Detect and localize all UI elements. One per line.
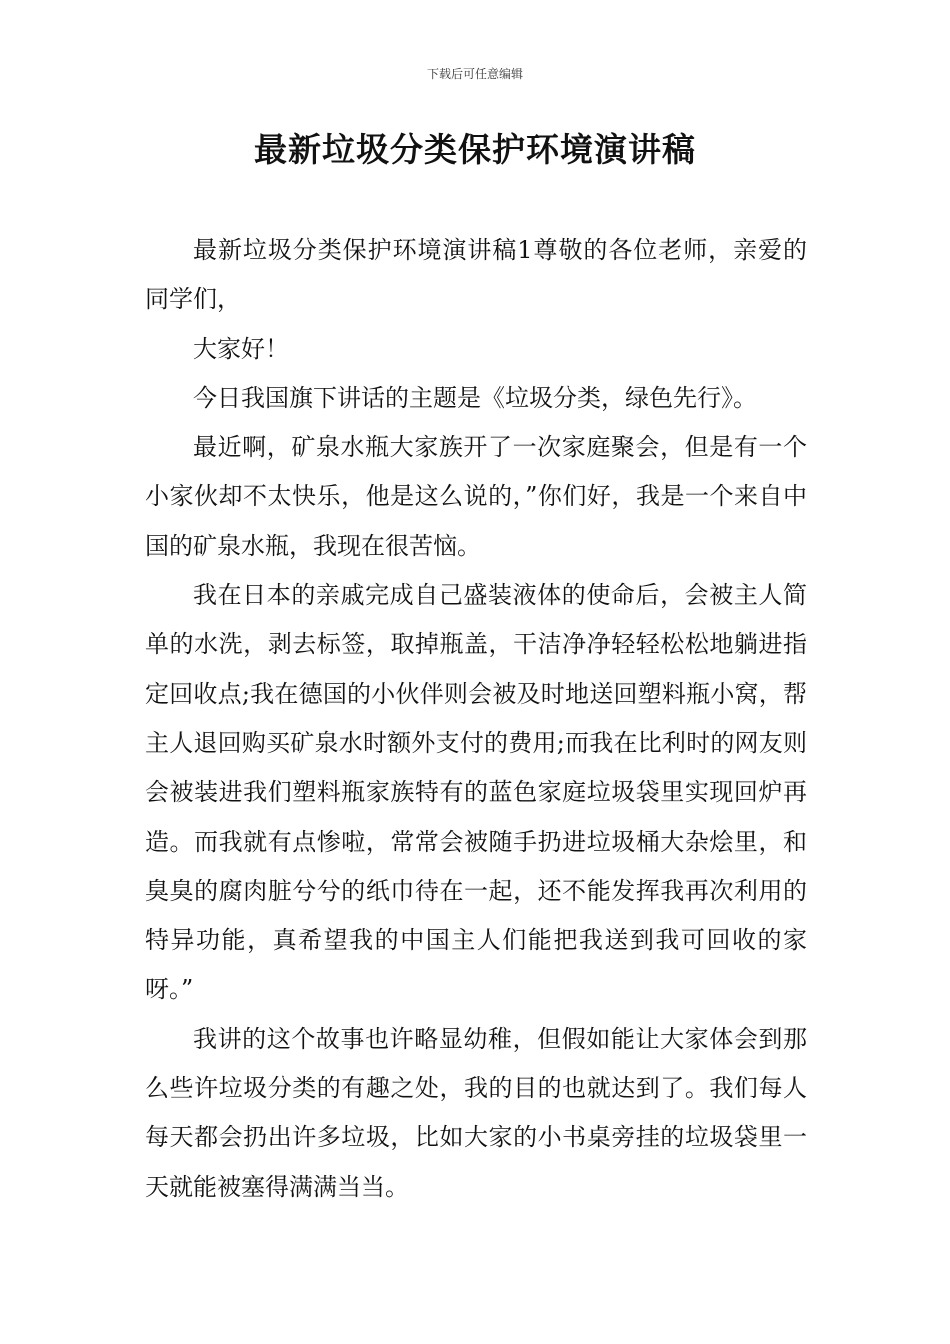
paragraph: 最近啊，矿泉水瓶大家族开了一次家庭聚会，但是有一个小家伙却不太快乐，他是这么说的，”你们好，我是一个来自中国的矿泉水瓶，我现在很苦恼。 — [145, 433, 807, 560]
paragraph: 最新垃圾分类保护环境演讲稿1尊敬的各位老师，亲爱的同学们， — [145, 236, 807, 314]
document-title: 最新垃圾分类保护环境演讲稿 — [254, 130, 696, 169]
paragraph: 我在日本的亲戚完成自己盛装液体的使命后，会被主人简单的水洗，剥去标签，取掉瓶盖，干洁净净轻轻松松地躺进指定回收点;我在德国的小伙伴则会被及时地送回塑料瓶小窝，帮主人退回购买矿泉水时额外支付的费用;而我在比利时的网友则会被装进我们塑料瓶家族特有的蓝色家庭垃圾袋里实现回炉再造。而我就有点惨啦，常常会被随手扔进垃圾桶大杂烩里，和臭臭的腐肉脏兮兮的纸巾待在一起，还不能发挥我再次利用的特异功能，真希望我的中国主人们能把我送到我可回收的家呀。” — [145, 581, 807, 1004]
header-note: 下载后可任意编辑 — [426, 67, 523, 81]
paragraph: 大家好！ — [193, 334, 289, 363]
paragraph: 今日我国旗下讲话的主题是《垃圾分类，绿色先行》。 — [193, 383, 757, 412]
paragraph: 我讲的这个故事也许略显幼稚，但假如能让大家体会到那么些许垃圾分类的有趣之处，我的目的也就达到了。我们每人每天都会扔出许多垃圾，比如大家的小书桌旁挂的垃圾袋里一天就能被塞得满满当当。 — [145, 1024, 807, 1201]
document-body — [145, 226, 807, 1212]
